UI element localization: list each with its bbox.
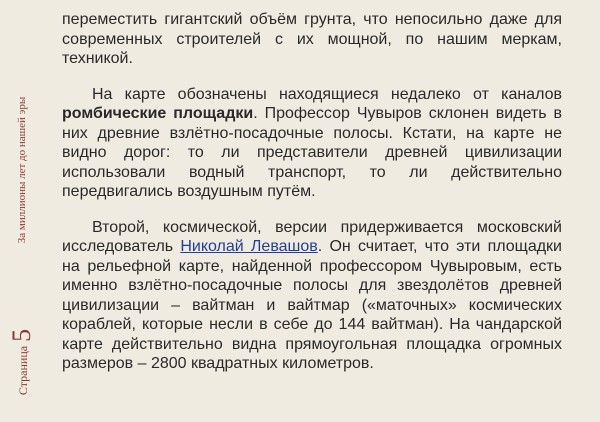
paragraph-2-text-start: На карте обозначены находящиеся недалеко от каналов xyxy=(92,85,562,103)
document-body xyxy=(62,10,562,390)
page-sidebar xyxy=(0,0,44,422)
page-number-block xyxy=(7,329,37,395)
author-link[interactable]: Николай Левашов xyxy=(180,238,318,255)
paragraph-3-text-end: . Он считает, что эти площадки на рельефной карте, найденной профессором Чувыровым, есть именно взлётно-посадочные полосы для звездолётов древней цивилизации – вайтман и вайтмар («маточных» космических кораблей, которые несли в себе до 144 вайтман). На чандарской карте действительно видна прямоугольная площадка огромных размеров – 2800 квадратных километров. xyxy=(62,238,562,372)
paragraph-2 xyxy=(62,85,562,202)
paragraph-1-text: переместить гигантский объём грунта, что непосильно даже для современных строителей с их мощной, по нашим меркам, техникой. xyxy=(62,11,562,67)
page-label: Страница xyxy=(16,345,30,396)
running-header: За миллионы лет до нашей эры xyxy=(16,96,28,244)
paragraph-3-text-start: Второй, космической, версии придерживается московский исследователь xyxy=(62,218,562,255)
paragraph-1 xyxy=(62,10,562,69)
paragraph-3 xyxy=(62,218,562,374)
bold-term: ромбические площадки xyxy=(62,105,254,122)
paragraph-2-text-end: . Профессор Чувыров склонен видеть в них древние взлётно-посадочные полосы. Кстати, на карте не видно дорог: то ли представители древней цивилизации использовали водный транспорт, то ли действительно передвигались воздушным путём. xyxy=(62,105,562,200)
page-number: 5 xyxy=(7,328,36,342)
